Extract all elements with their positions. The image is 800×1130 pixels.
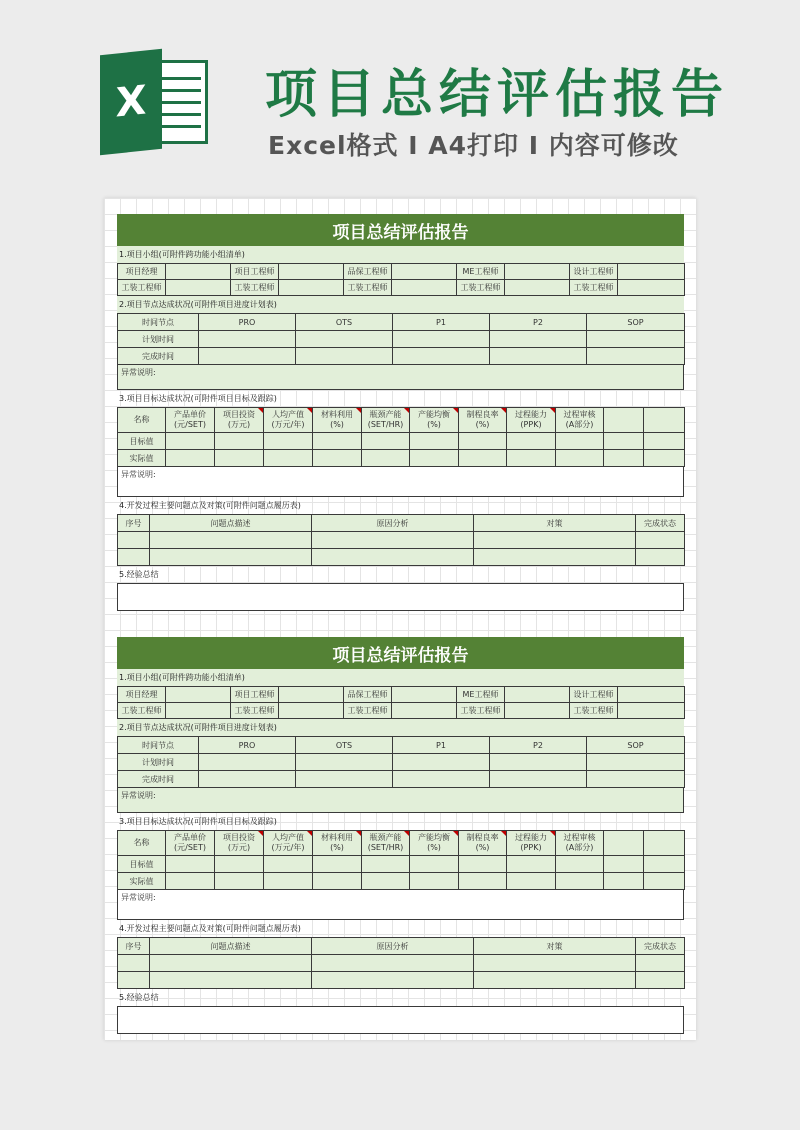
form-title: 项目总结评估报告 [117, 637, 684, 669]
input-cell[interactable] [279, 264, 344, 280]
input-cell[interactable] [166, 264, 231, 280]
table-row: 实际值 [118, 873, 685, 890]
table-row [118, 972, 685, 989]
team-table [117, 686, 685, 719]
input-cell[interactable] [392, 280, 457, 296]
table-row: 计划时间 [118, 331, 685, 348]
section-title-team: 1.项目小组(可附件跨功能小组清单) [117, 669, 684, 686]
table-row [118, 549, 685, 566]
abnormal-note[interactable]: 异常说明: [117, 365, 684, 390]
table-row: 项目经理 项目工程师 品保工程师 ME工程师 设计工程师 [118, 264, 685, 280]
form-title: 项目总结评估报告 [117, 214, 684, 246]
table-row: 时间节点 PRO OTS P1 P2 SOP [118, 314, 685, 331]
input-cell[interactable] [166, 280, 231, 296]
section-title-issues: 4.开发过程主要问题点及对策(可附件问题点履历表) [119, 924, 301, 933]
table-row: 项目经理 项目工程师 品保工程师 ME工程师 设计工程师 [118, 687, 685, 703]
input-cell[interactable] [505, 687, 570, 703]
input-cell[interactable] [618, 687, 685, 703]
node-table [117, 736, 685, 788]
section-title-issues: 4.开发过程主要问题点及对策(可附件问题点履历表) [119, 501, 301, 510]
table-row [118, 532, 685, 549]
input-cell[interactable] [166, 687, 231, 703]
input-cell[interactable] [618, 703, 685, 719]
section-title-summary: 5.经验总结 [119, 570, 159, 579]
table-row: 完成时间 [118, 348, 685, 365]
table-row: 计划时间 [118, 754, 685, 771]
table-row: 目标值 [118, 856, 685, 873]
abnormal-note[interactable]: 异常说明: [117, 890, 684, 920]
section-title-targets: 3.项目目标达成状况(可附件项目目标及跟踪) [119, 394, 277, 403]
table-row: 序号 问题点描述 原因分析 对策 完成状态 [118, 938, 685, 955]
input-cell[interactable] [505, 703, 570, 719]
excel-logo-letter: X [100, 49, 162, 156]
table-row [118, 955, 685, 972]
table-row: 实际值 [118, 450, 685, 467]
section-title-team: 1.项目小组(可附件跨功能小组清单) [117, 246, 684, 263]
target-table [117, 407, 685, 467]
abnormal-note[interactable]: 异常说明: [117, 788, 684, 813]
issue-table [117, 514, 685, 566]
section-title-nodes: 2.项目节点达成状况(可附件项目进度计划表) [117, 296, 684, 313]
table-row: 完成时间 [118, 771, 685, 788]
abnormal-note[interactable]: 异常说明: [117, 467, 684, 497]
target-table [117, 830, 685, 890]
summary-box[interactable] [117, 583, 684, 611]
input-cell[interactable] [392, 687, 457, 703]
input-cell[interactable] [618, 264, 685, 280]
table-row: 名称 产品单价 (元/SET) 项目投资 (万元) 人均产值 (万元/年) 材料利用 (%) 瓶颈产能 (SET/HR) 产能均衡 (%) 制程良率 (%) 过程能力 (PPK) 过程审核 (A部分) [118, 408, 685, 433]
page-subtitle: Excel格式 I A4打印 I 内容可修改 [268, 131, 679, 160]
input-cell[interactable] [392, 703, 457, 719]
page-title: 项目总结评估报告 [265, 65, 730, 125]
team-table [117, 263, 685, 296]
input-cell[interactable] [166, 703, 231, 719]
node-table [117, 313, 685, 365]
input-cell[interactable] [279, 703, 344, 719]
spreadsheet-page [104, 198, 696, 1040]
report-form [117, 637, 684, 1034]
table-row: 序号 问题点描述 原因分析 对策 完成状态 [118, 515, 685, 532]
report-form [117, 214, 684, 611]
table-row: 工装工程师 工装工程师 工装工程师 工装工程师 工装工程师 [118, 280, 685, 296]
section-title-targets: 3.项目目标达成状况(可附件项目目标及跟踪) [119, 817, 277, 826]
input-cell[interactable] [279, 280, 344, 296]
issue-table [117, 937, 685, 989]
input-cell[interactable] [505, 264, 570, 280]
table-row: 工装工程师 工装工程师 工装工程师 工装工程师 工装工程师 [118, 703, 685, 719]
input-cell[interactable] [279, 687, 344, 703]
input-cell[interactable] [392, 264, 457, 280]
excel-logo [100, 52, 212, 152]
table-row: 名称 产品单价 (元/SET) 项目投资 (万元) 人均产值 (万元/年) 材料利用 (%) 瓶颈产能 (SET/HR) 产能均衡 (%) 制程良率 (%) 过程能力 (PPK) 过程审核 (A部分) [118, 831, 685, 856]
section-title-nodes: 2.项目节点达成状况(可附件项目进度计划表) [117, 719, 684, 736]
section-title-summary: 5.经验总结 [119, 993, 159, 1002]
input-cell[interactable] [505, 280, 570, 296]
table-row: 目标值 [118, 433, 685, 450]
input-cell[interactable] [618, 280, 685, 296]
table-row: 时间节点 PRO OTS P1 P2 SOP [118, 737, 685, 754]
summary-box[interactable] [117, 1006, 684, 1034]
